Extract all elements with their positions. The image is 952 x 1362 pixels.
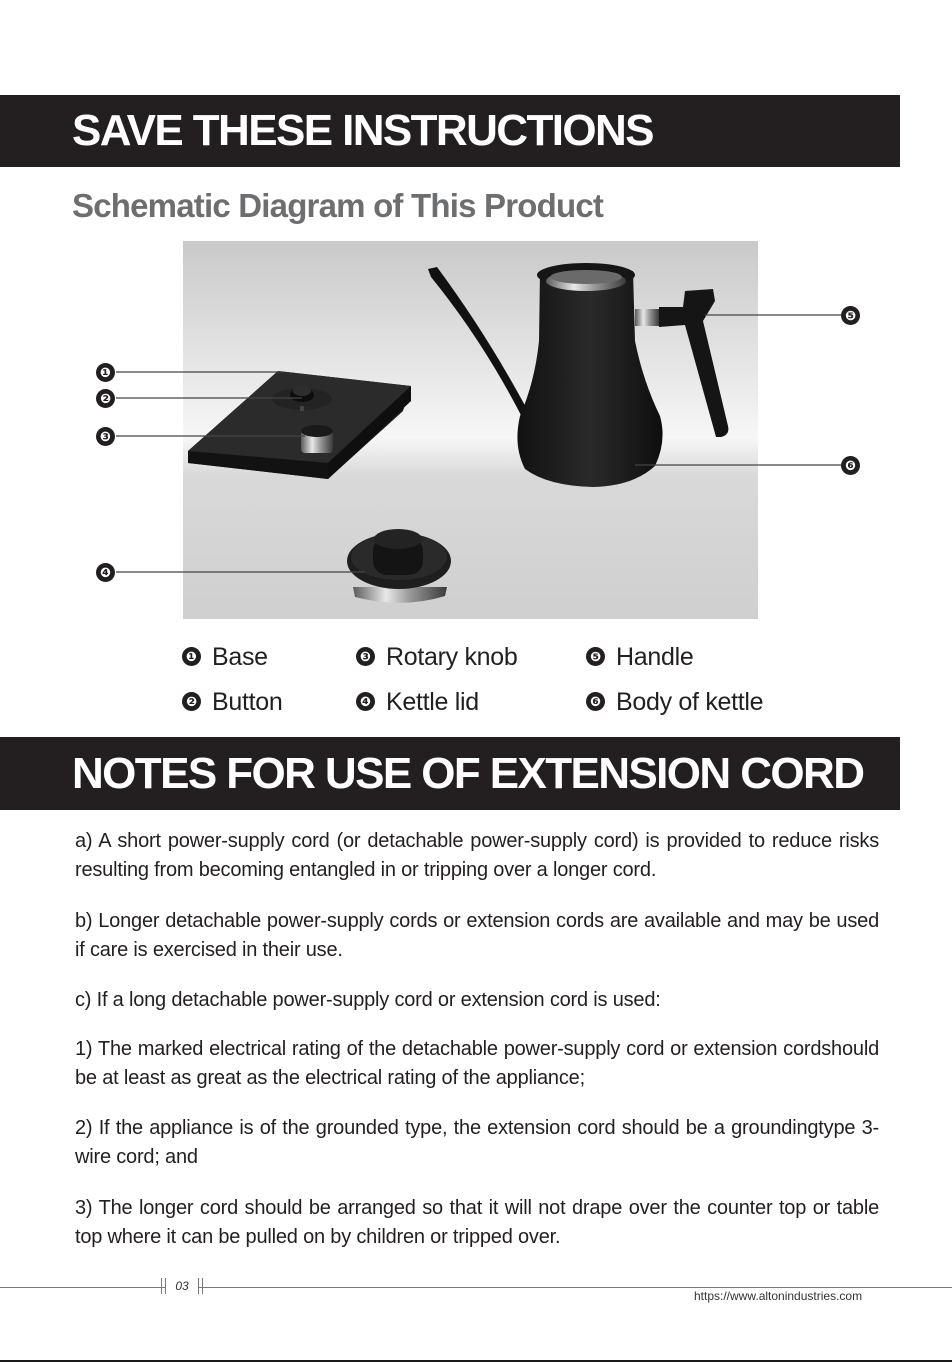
note-paragraph-a: a) A short power-supply cord (or detachable power-supply cord) is provided to reduce risks resulting from becoming entangled in or tripping over a longer cord. [75, 830, 879, 881]
product-photo [183, 241, 758, 619]
callout-marker-1: ❶ [96, 363, 115, 382]
note-paragraph-3: 3) The longer cord should be arranged so that it will not drape over the counter top or table top where it can be pulled on by children or tripped over. [75, 1197, 879, 1248]
notes-title: NOTES FOR USE OF EXTENSION CORD [72, 749, 864, 798]
legend-marker: ❸ [356, 647, 375, 666]
kettle-shape [428, 263, 728, 487]
notes-banner [0, 737, 900, 810]
legend-marker: ❶ [182, 647, 201, 666]
legend-marker: ❻ [586, 692, 605, 711]
diagram-title: Schematic Diagram of This Product [72, 187, 604, 224]
legend-label: Kettle lid [386, 688, 479, 716]
footer-divider [0, 1287, 952, 1288]
legend-marker: ❹ [356, 692, 375, 711]
note-paragraph-1: 1) The marked electrical rating of the detachable power-supply cord or extension cordshould be at least as great as the electrical rating of the appliance; [75, 1038, 879, 1089]
legend-label: Body of kettle [616, 688, 764, 716]
callout-marker-5: ❺ [841, 306, 860, 325]
legend-label: Rotary knob [386, 643, 518, 671]
legend-marker: ❷ [182, 692, 201, 711]
legend-label: Handle [616, 643, 694, 671]
legend-marker: ❺ [586, 647, 605, 666]
note-paragraph-c: c) If a long detachable power-supply cord or extension cord is used: [75, 989, 661, 1011]
page-number: 03 [165, 1278, 199, 1294]
header-banner [0, 95, 900, 167]
page-title: SAVE THESE INSTRUCTIONS [72, 106, 653, 155]
kettle-illustration [183, 241, 758, 619]
callout-marker-3: ❸ [96, 427, 115, 446]
note-paragraph-2: 2) If the appliance is of the grounded type, the extension cord should be a groundingtype 3-wire cord; and [75, 1117, 879, 1168]
footer-url: https://www.altonindustries.com [694, 1289, 863, 1303]
callout-marker-6: ❻ [841, 456, 860, 475]
callout-marker-4: ❹ [96, 563, 115, 582]
lid-shape [347, 529, 451, 603]
note-paragraph-b: b) Longer detachable power-supply cords or extension cords are available and may be used if care is exercised in their use. [75, 910, 879, 961]
legend-label: Button [212, 688, 283, 716]
callout-marker-2: ❷ [96, 389, 115, 408]
base-shape [188, 371, 411, 479]
legend-label: Base [212, 643, 268, 671]
